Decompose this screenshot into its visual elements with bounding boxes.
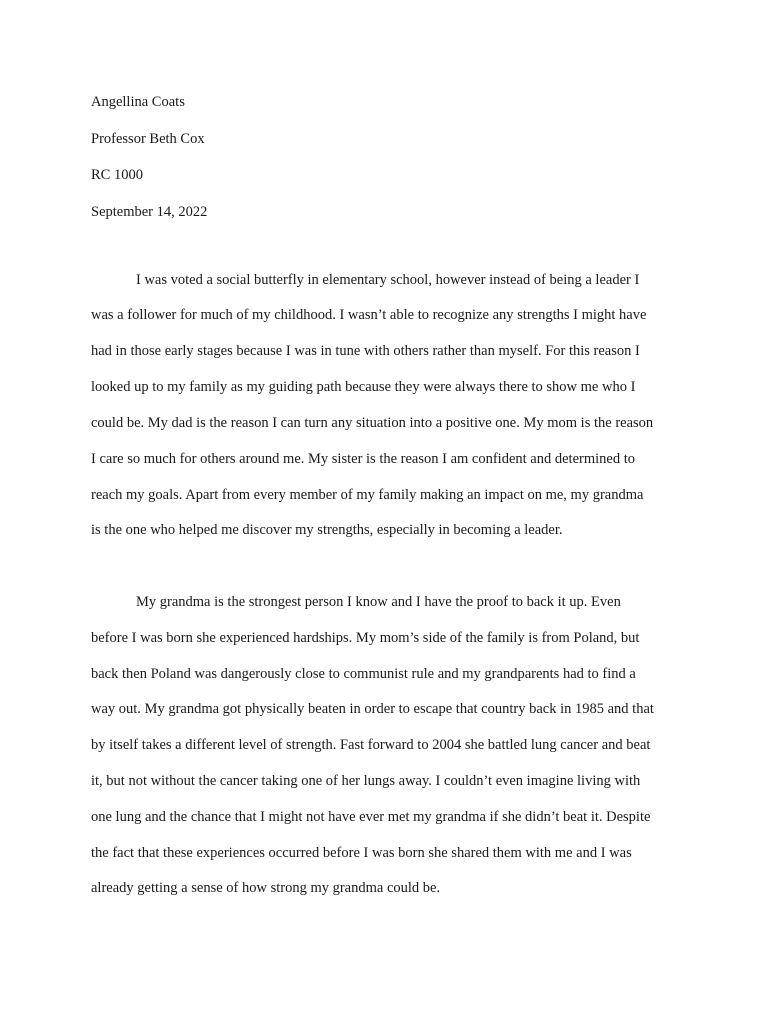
paragraph-line: way out. My grandma got physically beaten in order to escape that country back in 1985 and that [91,701,654,717]
paragraph-line: before I was born she experienced hardships. My mom’s side of the family is from Poland, but [91,630,640,646]
paragraph-line: looked up to my family as my guiding path because they were always there to show me who I [91,379,636,395]
paragraph-line: by itself takes a different level of strength. Fast forward to 2004 she battled lung cancer and beat [91,737,651,753]
paragraph-line: already getting a sense of how strong my grandma could be. [91,880,441,896]
paragraph-line: had in those early stages because I was in tune with others rather than myself. For this reason I [91,343,640,359]
paragraph-line: is the one who helped me discover my strengths, especially in becoming a leader. [91,522,563,538]
paragraph-line: one lung and the chance that I might not have ever met my grandma if she didn’t beat it. Despite [91,809,651,825]
professor-name: Professor Beth Cox [91,130,205,147]
paragraph-line: I care so much for others around me. My sister is the reason I am confident and determined to [91,451,635,467]
paragraph-line: back then Poland was dangerously close to communist rule and my grandparents had to find a [91,666,636,682]
document-header [91,92,207,238]
paragraph-line: was a follower for much of my childhood. I wasn’t able to recognize any strengths I might have [91,307,647,323]
paragraph-line: could be. My dad is the reason I can turn any situation into a positive one. My mom is the reason [91,415,654,431]
document-date: September 14, 2022 [91,203,208,220]
paragraph-line: reach my goals. Apart from every member of my family making an impact on me, my grandma [91,487,644,503]
paragraph-line: it, but not without the cancer taking one of her lungs away. I couldn’t even imagine living with [91,773,641,789]
paragraph-line: My grandma is the strongest person I know and I have the proof to back it up. Even [136,594,621,610]
paragraph-line: I was voted a social butterfly in elementary school, however instead of being a leader I [136,272,640,288]
author-name: Angellina Coats [91,94,185,110]
paragraph-line: the fact that these experiences occurred before I was born she shared them with me and I was [91,845,632,861]
course-code: RC 1000 [91,167,143,183]
